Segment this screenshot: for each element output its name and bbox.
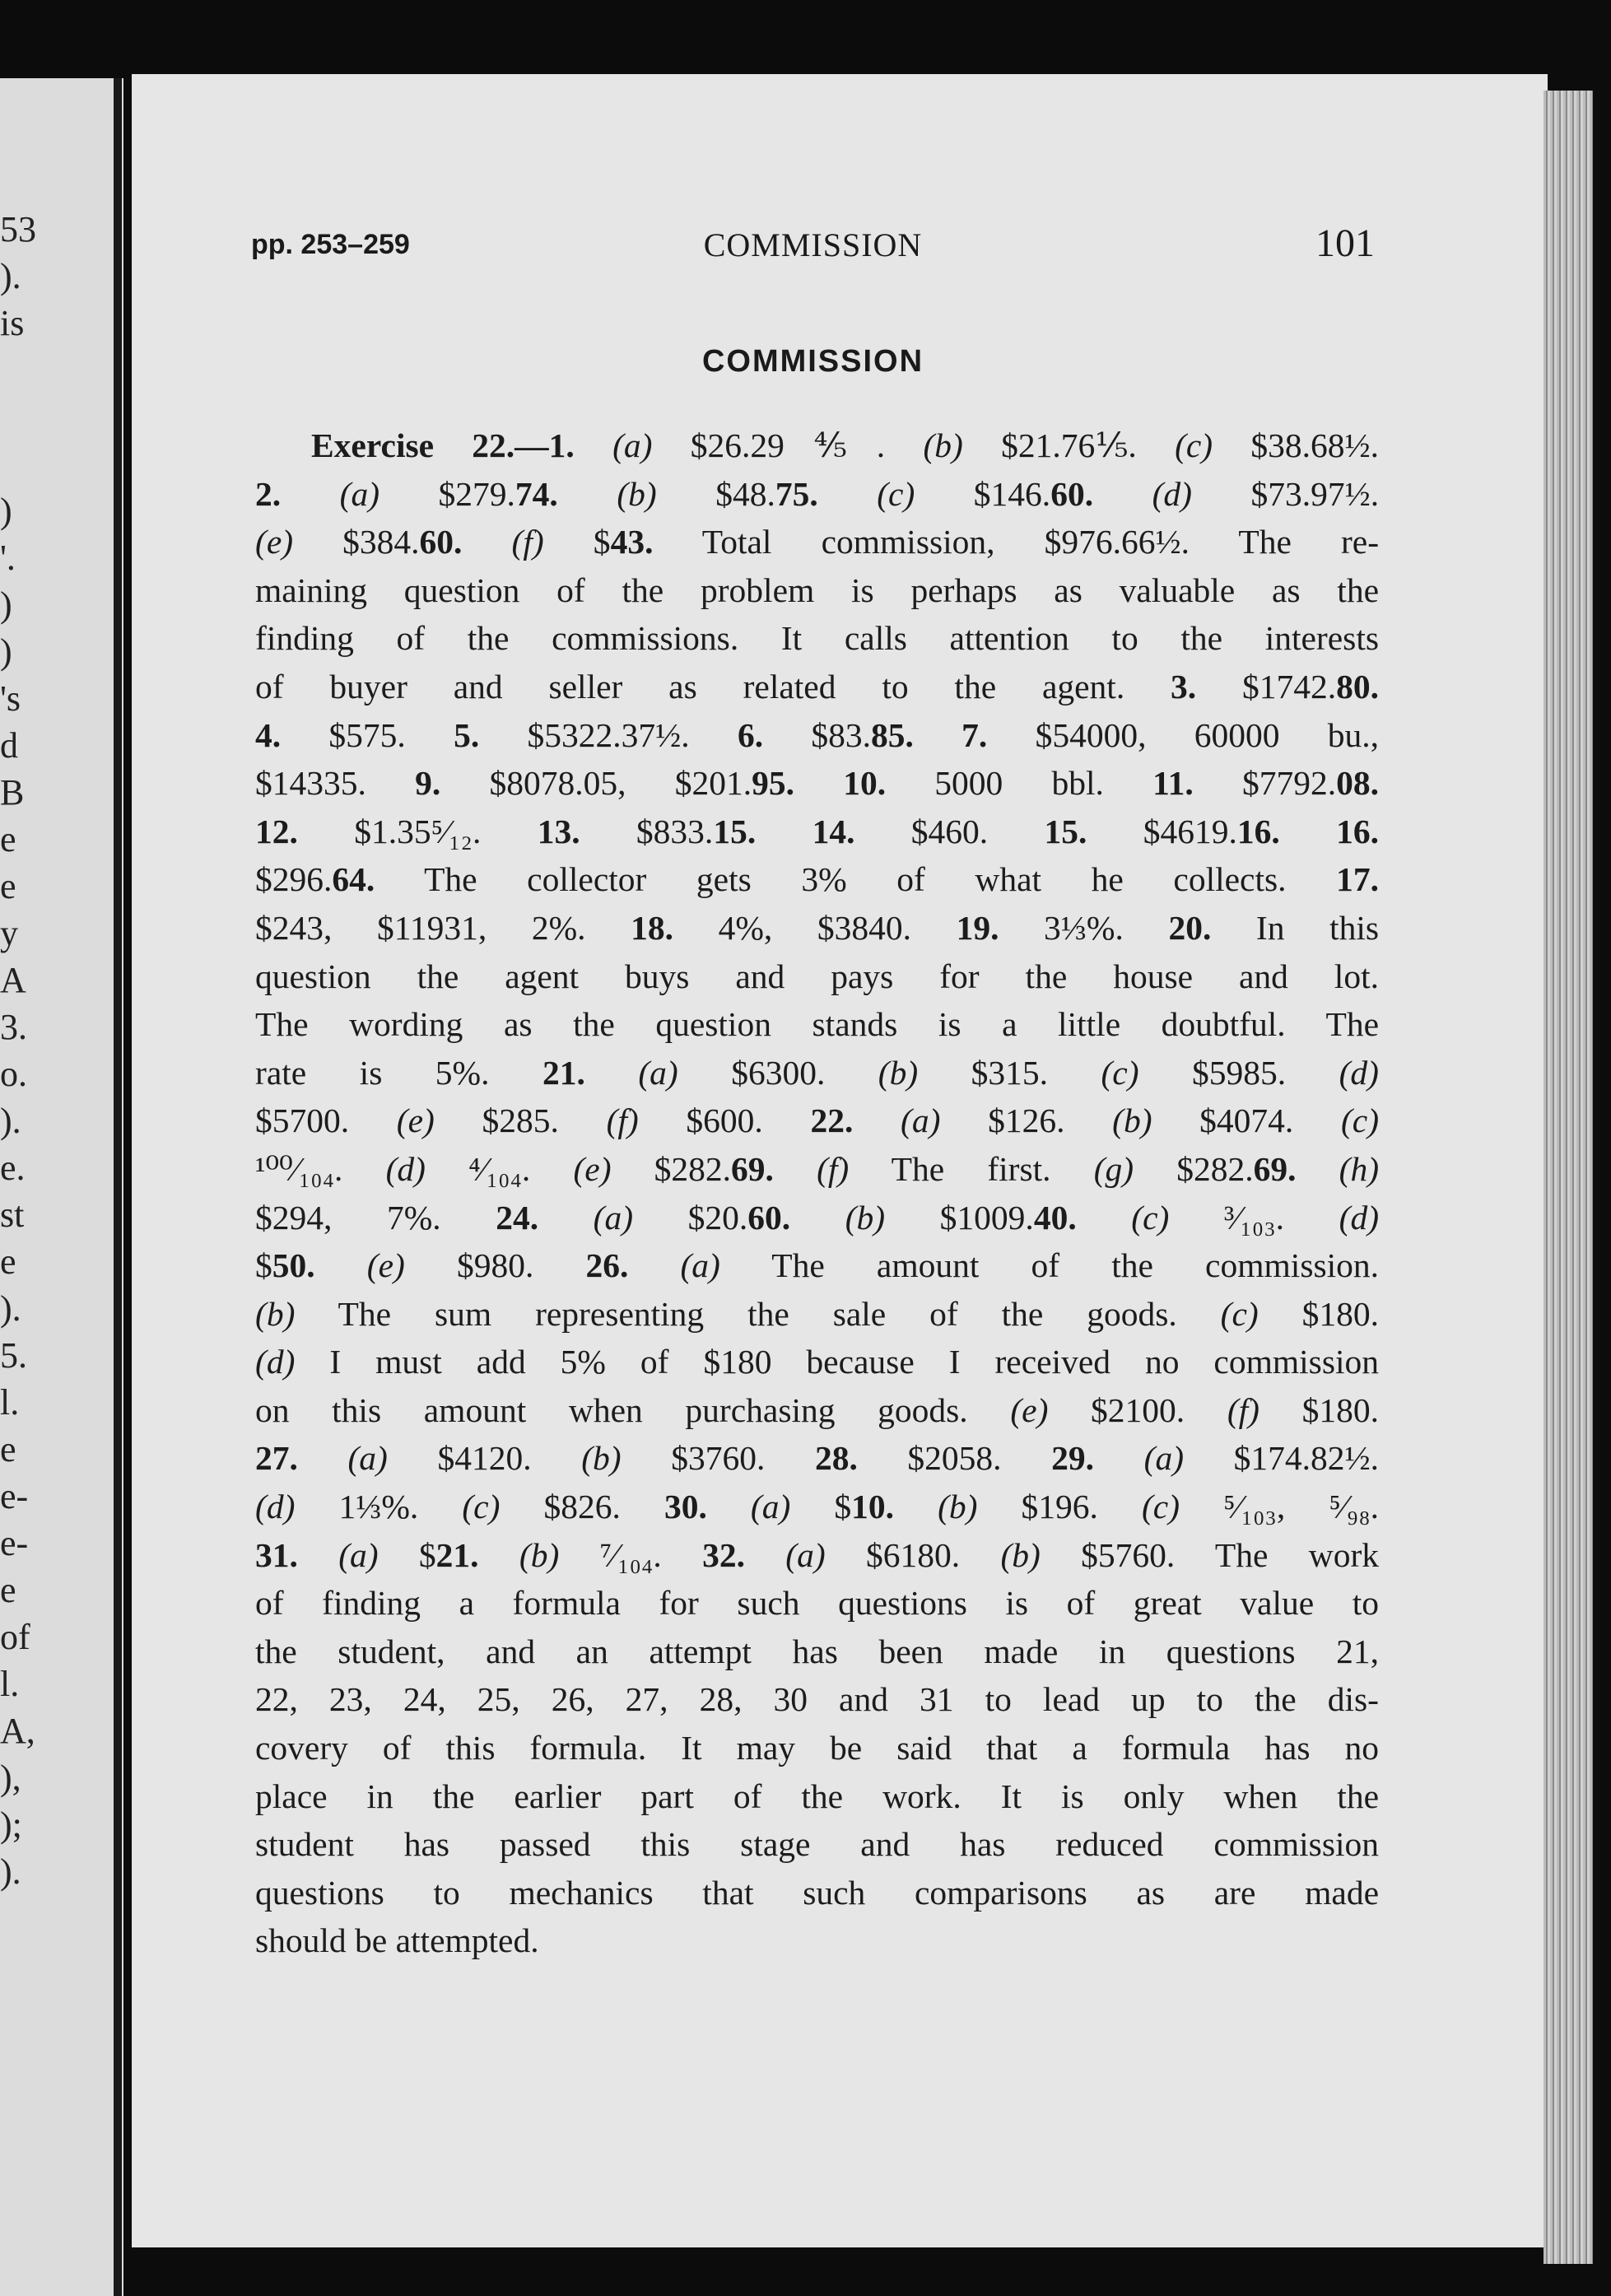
margin-fragment: ): [0, 491, 12, 531]
text-line: 31. (a) $21. (b) ⁷⁄₁₀₄. 32. (a) $6180. (b) $5760. The work: [255, 1535, 1380, 1574]
margin-fragment: ).: [0, 1101, 21, 1141]
text-line: 2. (a) $279.74. (b) $48.75. (c) $146.60. (d) $73.97½.: [255, 474, 1380, 513]
margin-fragment: e: [0, 1241, 16, 1282]
margin-fragment: e: [0, 1570, 16, 1610]
margin-fragment: [0, 440, 58, 487]
text-line: $296.64. The collector gets 3% of what he collects. 17.: [255, 860, 1379, 899]
section-title: COMMISSION: [701, 344, 924, 379]
page-number: 101: [1315, 221, 1375, 265]
text-line: 22, 23, 24, 25, 26, 27, 28, 30 and 31 to lead up to the dis-: [255, 1680, 1379, 1719]
margin-fragment: st: [0, 1195, 25, 1235]
margin-fragment: of: [0, 1617, 30, 1657]
text-line: maining question of the problem is perhaps as valuable as the: [255, 571, 1379, 609]
text-line: questions to mechanics that such comparisons as are made: [255, 1873, 1379, 1912]
page-edges: [1543, 91, 1593, 2264]
text-line: $14335. 9. $8078.05, $201.95. 10. 5000 bbl. 11. $7792.08.: [255, 764, 1379, 803]
margin-fragment: 's: [0, 678, 21, 719]
running-header: [251, 221, 1375, 273]
margin-fragment: 53: [0, 209, 36, 249]
margin-fragment: e-: [0, 1523, 29, 1563]
margin-fragment: ): [0, 584, 12, 625]
text-line: place in the earlier part of the work. It is only when the: [255, 1777, 1379, 1815]
margin-fragment: [0, 347, 58, 394]
text-line: covery of this formula. It may be said that a formula has no: [255, 1729, 1379, 1767]
text-line: 4. $575. 5. $5322.37½. 6. $83.85. 7. $54000, 60000 bu.,: [255, 715, 1380, 754]
text-line: $50. (e) $980. 26. (a) The amount of the commission.: [255, 1246, 1380, 1285]
text-line: student has passed this stage and has reduced commission: [255, 1825, 1379, 1864]
margin-fragment: e.: [0, 1148, 26, 1188]
margin-fragment: [0, 394, 58, 440]
text-line: $5700. (e) $285. (f) $600. 22. (a) $126. (b) $4074. (c): [255, 1101, 1380, 1140]
text-line: the student, and an attempt has been made in questions 21,: [255, 1632, 1379, 1670]
margin-fragment: 5.: [0, 1335, 27, 1376]
margin-fragment: 3.: [0, 1007, 27, 1047]
book-gutter: [114, 78, 122, 2296]
margin-fragment: l.: [0, 1382, 20, 1423]
text-line: (b) The sum representing the sale of the goods. (c) $180.: [255, 1294, 1380, 1333]
running-title: COMMISSION: [703, 226, 923, 263]
margin-fragment: '.: [0, 538, 16, 578]
margin-fragment: is: [0, 303, 25, 343]
text-line: Exercise 22.—1. (a) $26.29⅘. (b) $21.76⅕. (c) $38.68½.: [311, 426, 1380, 464]
margin-fragment: B: [0, 772, 25, 813]
answer-text: [255, 421, 1379, 1965]
text-line: finding of the commissions. It calls attention to the interests: [255, 619, 1379, 658]
margin-fragment: A,: [0, 1711, 35, 1751]
margin-fragment: o.: [0, 1054, 27, 1094]
margin-fragment: ): [0, 631, 12, 672]
text-line: $243, $11931, 2%. 18. 4%, $3840. 19. 3⅓%. 20. In this: [255, 908, 1379, 947]
facing-page-text-fragments: [0, 206, 58, 2099]
margin-fragment: d: [0, 725, 18, 766]
text-line: $294, 7%. 24. (a) $20.60. (b) $1009.40. (c) ³⁄₁₀₃. (d): [255, 1198, 1380, 1236]
margin-fragment: e: [0, 819, 16, 859]
margin-fragment: e: [0, 866, 16, 906]
text-line: (e) $384.60. (f) $43. Total commission, $976.66½. The re-: [255, 523, 1380, 561]
text-line: ¹⁰⁰⁄₁₀₄. (d) ⁴⁄₁₀₄. (e) $282.69. (f) The first. (g) $282.69. (h): [255, 1149, 1380, 1188]
text-line: (d) I must add 5% of $180 because I received no commission: [255, 1343, 1379, 1381]
text-line: (d) 1⅓%. (c) $826. 30. (a) $10. (b) $196. (c) ⁵⁄₁₀₃, ⁵⁄₉₈.: [255, 1488, 1380, 1526]
text-line: should be attempted.: [255, 1921, 539, 1960]
margin-fragment: ).: [0, 1851, 21, 1892]
text-line: question the agent buys and pays for the house and lot.: [255, 957, 1379, 995]
margin-fragment: l.: [0, 1664, 20, 1704]
margin-fragment: );: [0, 1805, 22, 1845]
text-line: rate is 5%. 21. (a) $6300. (b) $315. (c) $5985. (d): [255, 1053, 1379, 1092]
margin-fragment: e: [0, 1429, 16, 1469]
margin-fragment: ).: [0, 256, 21, 296]
text-line: 12. $1.35⁵⁄₁₂. 13. $833.15. 14. $460. 15. $4619.16. 16.: [255, 812, 1380, 850]
text-line: 27. (a) $4120. (b) $3760. 28. $2058. 29. (a) $174.82½.: [255, 1439, 1380, 1478]
text-line: of buyer and seller as related to the agent. 3. $1742.80.: [255, 667, 1380, 706]
text-line: The wording as the question stands is a little doubtful. The: [255, 1005, 1379, 1044]
text-line: of finding a formula for such questions is of great value to: [255, 1584, 1379, 1623]
page-range: pp. 253–259: [251, 229, 410, 260]
margin-fragment: e-: [0, 1476, 29, 1516]
text-line: on this amount when purchasing goods. (e) $2100. (f) $180.: [255, 1390, 1380, 1429]
margin-fragment: ).: [0, 1288, 21, 1329]
margin-fragment: y: [0, 913, 18, 953]
margin-fragment: A: [0, 960, 26, 1000]
margin-fragment: ),: [0, 1758, 21, 1798]
